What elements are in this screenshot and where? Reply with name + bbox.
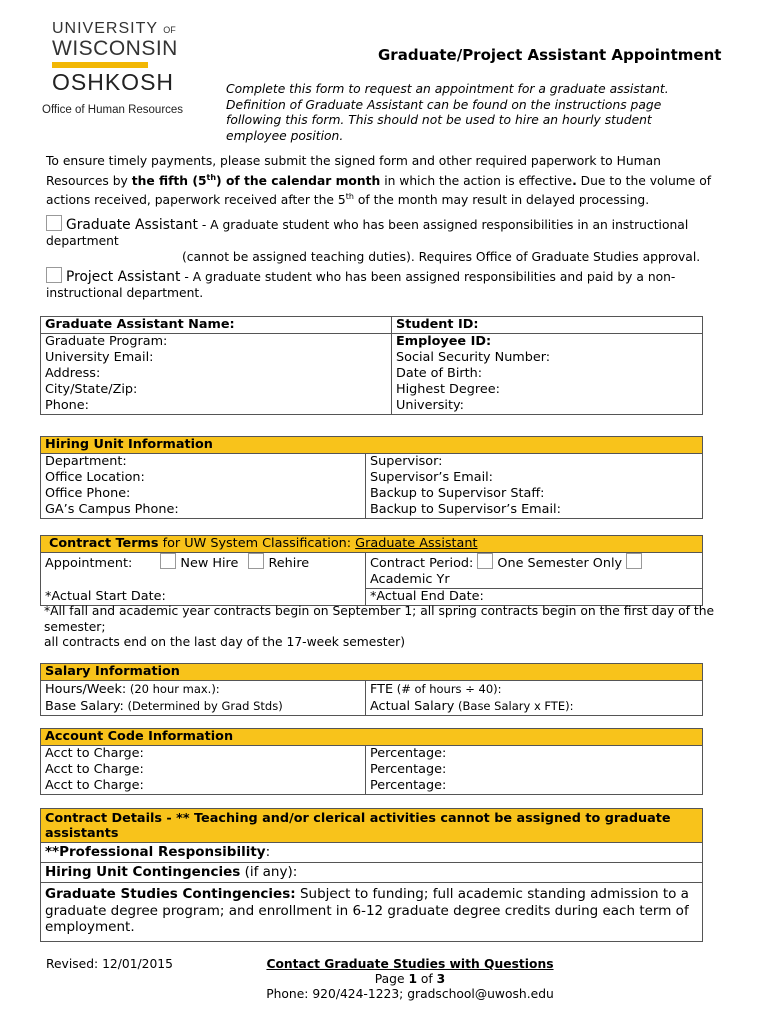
hiring-unit-contingencies-field[interactable]: Hiring Unit Contingencies (if any): [41,863,703,883]
actual-end-date-field[interactable]: *Actual End Date: [366,589,703,606]
logo-line2: WISCONSIN [52,37,178,60]
graduate-studies-contingencies: Graduate Studies Contingencies: Subject to funding; full academic standing admission to a graduate degree program; and enrollment in 6-12 graduate degree credits during each term of employment. [41,883,703,942]
hiring-unit-table [40,436,703,519]
university-logo [42,20,202,116]
contract-terms-table [40,535,703,606]
contract-terms-header: Contract Terms for UW System Classification: Graduate Assistant [41,536,703,553]
salary-table [40,663,703,716]
logo-bar [52,62,148,68]
logo-office: Office of Human Resources [42,104,184,116]
percentage-1[interactable]: Percentage: [366,746,703,763]
hiring-unit-header: Hiring Unit Information [41,437,703,454]
new-hire-checkbox[interactable] [160,553,176,569]
base-salary-field[interactable]: Base Salary: (Determined by Grad Stds) [41,698,366,716]
grad-program-field[interactable]: Graduate Program: [41,334,392,351]
footer-phone: Phone: 920/424-1223; gradschool@uwosh.edu [266,987,554,1001]
one-semester-checkbox[interactable] [477,553,493,569]
page-indicator: Page 1 of 3 [374,972,446,986]
address-field[interactable]: Address: [41,366,392,382]
option-project-assistant: Project Assistant - A graduate student who has been assigned responsibilities and paid by a non-instructional department. [46,269,676,300]
contract-dates-note: *All fall and academic year contracts begin on September 1; all spring contracts begin on the first day of the semester; all contracts end on the last day of the 17-week semester) [44,604,715,649]
project-assistant-checkbox[interactable] [46,267,62,283]
backup-supervisor-email-field[interactable]: Backup to Supervisor’s Email: [366,502,703,519]
university-field[interactable]: University: [392,398,703,415]
student-id-field[interactable]: Student ID: [392,317,703,334]
hours-week-field[interactable]: Hours/Week: (20 hour max.): [41,681,366,699]
contract-period-row: Contract Period: One Semester Only Academic Yr [366,553,703,589]
highest-degree-field[interactable]: Highest Degree: [392,382,703,398]
salary-header: Salary Information [41,664,703,681]
actual-start-date-field[interactable]: *Actual Start Date: [41,589,366,606]
student-info-table [40,316,703,415]
account-code-header: Account Code Information [41,729,703,746]
graduate-assistant-checkbox[interactable] [46,215,62,231]
fte-field[interactable]: FTE (# of hours ÷ 40): [366,681,703,699]
contract-details-header: Contract Details - ** Teaching and/or clerical activities cannot be assigned to graduate assistants [41,809,703,843]
intro-text: Complete this form to request an appointment for a graduate assistant. Definition of Graduate Assistant can be found on the instructions page following this form. This should not be used to hire an hourly student employee position. [226,82,669,143]
office-phone-field[interactable]: Office Phone: [41,486,366,502]
university-email-field[interactable]: University Email: [41,350,392,366]
footer-contact [200,957,620,1002]
contract-details-table [40,808,703,942]
acct-charge-2[interactable]: Acct to Charge: [41,762,366,778]
ga-campus-phone-field[interactable]: GA’s Campus Phone: [41,502,366,519]
rehire-checkbox[interactable] [248,553,264,569]
form-title: Graduate/Project Assistant Appointment [378,46,722,64]
graduate-assistant-link[interactable]: Graduate Assistant [355,536,478,551]
supervisor-email-field[interactable]: Supervisor’s Email: [366,470,703,486]
backup-supervisor-field[interactable]: Backup to Supervisor Staff: [366,486,703,502]
appointment-row: Appointment: New Hire Rehire [41,553,366,589]
ga-name-field[interactable]: Graduate Assistant Name: [41,317,392,334]
professional-responsibility-field[interactable]: **Professional Responsibility: [41,843,703,863]
revised-date: Revised: 12/01/2015 [46,957,173,971]
phone-field[interactable]: Phone: [41,398,392,415]
contact-link[interactable]: Contact Graduate Studies with Questions [266,957,554,971]
acct-charge-3[interactable]: Acct to Charge: [41,778,366,795]
supervisor-field[interactable]: Supervisor: [366,454,703,471]
ssn-field[interactable]: Social Security Number: [392,350,703,366]
acct-charge-1[interactable]: Acct to Charge: [41,746,366,763]
office-location-field[interactable]: Office Location: [41,470,366,486]
logo-line3: OSHKOSH [52,69,175,95]
academic-year-checkbox[interactable] [626,553,642,569]
percentage-3[interactable]: Percentage: [366,778,703,795]
percentage-2[interactable]: Percentage: [366,762,703,778]
logo-line1: UNIVERSITY OF [52,20,176,37]
department-field[interactable]: Department: [41,454,366,471]
dob-field[interactable]: Date of Birth: [392,366,703,382]
option-graduate-assistant: Graduate Assistant - A graduate student who has been assigned responsibilities in an instructional department (cannot be assigned teaching duties). Requires Office of Graduate Studies approval. [46,217,701,264]
timely-payment-note: To ensure timely payments, please submit the signed form and other required paperwork to Human Resources by the fifth (5th) of the calendar month in which the action is effective. Due to the volume of actions received, paperwork received after the 5th of the month may result in delayed processing. [46,154,712,208]
city-state-zip-field[interactable]: City/State/Zip: [41,382,392,398]
actual-salary-field[interactable]: Actual Salary (Base Salary x FTE): [366,698,703,716]
employee-id-field[interactable]: Employee ID: [392,334,703,351]
account-code-table [40,728,703,795]
